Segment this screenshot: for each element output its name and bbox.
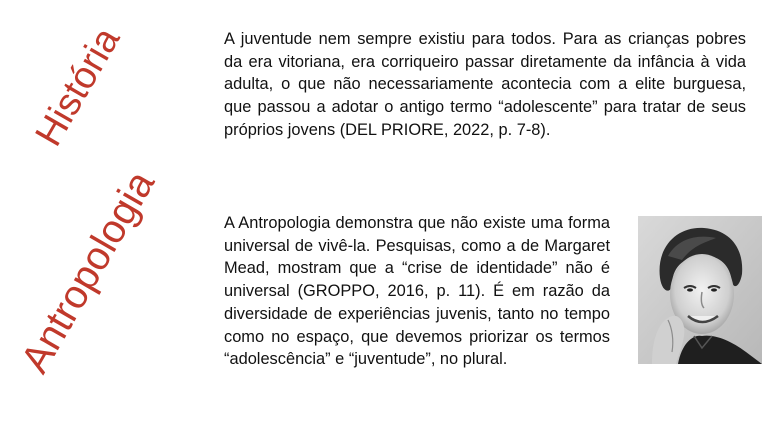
paragraph-historia: A juventude nem sempre existiu para todos. Para as crianças pobres da era vitoriana, era corriqueiro passar diretamente da infância à vida adulta, o que não necessariamente acontecia com a elite burguesa, que passou a adotar o antigo termo “adolescente” para tratar de seus próprios jovens (DEL PRIORE, 2022, p. 7-8). <box>224 30 746 139</box>
portrait-photo <box>638 216 762 364</box>
portrait-image <box>638 216 762 364</box>
paragraph-antropologia: A Antropologia demonstra que não existe uma forma universal de vivê-la. Pesquisas, como a de Margaret Mead, mostram que a “crise de identidade” não é universal (GROPPO, 2016, p. 11). É em razão da diversidade de experiências juvenis, tanto no tempo como no espaço, que devemos priorizar os termos “adolescência” e “juventude”, no plural. <box>224 214 610 369</box>
section-label-antropologia: Antropologia <box>12 163 164 381</box>
section-label-historia: História <box>27 20 129 154</box>
